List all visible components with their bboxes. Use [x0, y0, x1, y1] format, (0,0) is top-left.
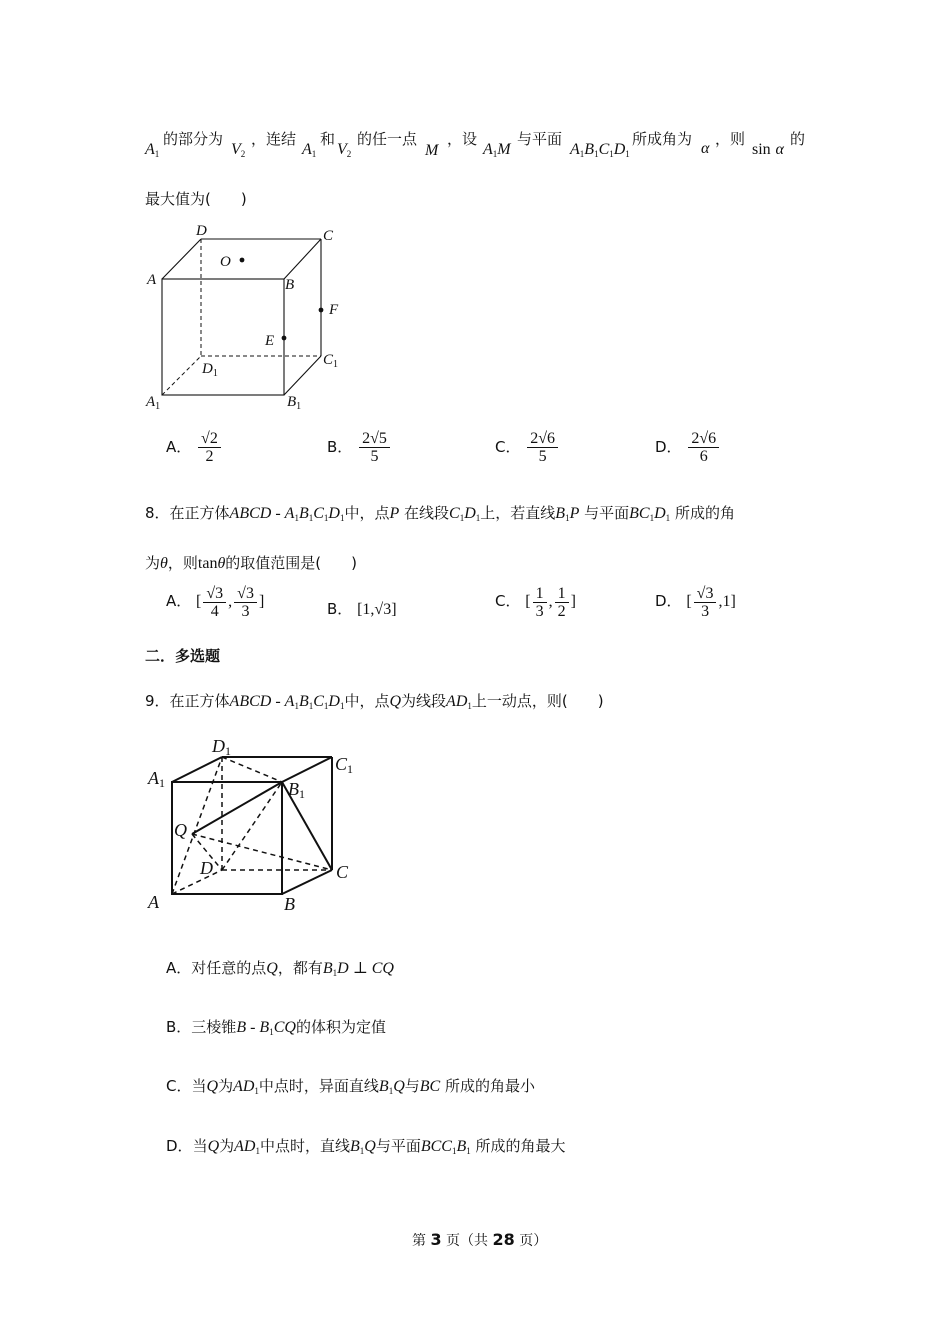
q7-label-o: O: [220, 254, 231, 270]
q7-sin-alpha: sin α: [752, 141, 784, 158]
q7-option-a-label: A．: [166, 438, 192, 456]
q7-v2-symbol-2: $V_2$: [337, 141, 352, 159]
q7-label-b: B: [285, 277, 295, 293]
q9-label-d: D: [200, 858, 213, 878]
q9-line-1: 9．在正方体ABCD - $A_1B_1C_1D_1$中，点Q为线段$AD_1$上一动点，则( ): [145, 692, 604, 711]
q9-option-b[interactable]: B．三棱锥B - $B_1CQ$的体积为定值: [166, 1018, 386, 1037]
q9-label-c: C: [336, 862, 349, 882]
q7-label-a: A: [147, 272, 157, 288]
q7-v2-symbol: $V_2$: [231, 141, 246, 159]
q7-a1-symbol-2: $A_1$: [302, 141, 317, 159]
q8-line-1: 8．在正方体ABCD - $A_1B_1C_1D_1$中，点P 在线段$C_1D_1$上，若直线$B_1P$ 与平面$BC_1D_1$ 所成的角: [145, 504, 735, 523]
q7-label-d1: $D_1$: [202, 361, 218, 379]
q7-option-b-frac: $\frac{2√5}{5}$: [359, 430, 390, 465]
q7-option-d[interactable]: [655, 430, 721, 465]
q7-a1-symbol: $A_1$: [145, 141, 160, 159]
q7-point-f: [319, 308, 324, 313]
q9-label-c1: C1: [335, 754, 354, 776]
q7-option-b-label: B．: [327, 438, 353, 456]
q8-option-d[interactable]: D． [ $\frac{√3}{3}$ ,1]: [655, 585, 736, 620]
q7-option-c-frac: $\frac{2√6}{5}$: [527, 430, 558, 465]
q7-label-e: E: [265, 333, 275, 349]
q9-label-b: B: [284, 894, 295, 914]
q7-alpha-symbol: α: [701, 140, 710, 157]
q7-label-a1: $A_1$: [146, 394, 161, 412]
q8-line-2: 为θ，则tanθ的取值范围是( ): [145, 554, 358, 572]
q8-option-d-expr: [ $\frac{√3}{3}$ ,1]: [686, 585, 736, 620]
section-title-multi-choice: 二．多选题: [145, 647, 221, 665]
q9-label-a: A: [148, 892, 159, 912]
page-total: 28: [492, 1230, 515, 1249]
q8-option-b[interactable]: B． [1,√3]: [327, 600, 397, 618]
q7-point-e: [282, 336, 287, 341]
q7-cube-figure: [140, 218, 350, 413]
q7-label-f: F: [329, 302, 339, 318]
q7-option-c-label: C．: [495, 438, 521, 456]
q9-label-q: Q: [174, 820, 187, 840]
q8-option-c[interactable]: C． [ $\frac{1}{3}$ , $\frac{1}{2}$ ]: [495, 585, 576, 620]
q7-option-b[interactable]: [327, 430, 392, 465]
page-footer: 第 3 页（共 28 页）: [412, 1230, 548, 1249]
q9-option-d[interactable]: D．当Q为$AD_1$中点时，直线$B_1Q$与平面$BCC_1B_1$ 所成的角最大: [166, 1137, 566, 1156]
q7-point-o: [240, 258, 245, 263]
page-number: 3: [430, 1230, 442, 1249]
q7-plane-symbol: $A_1B_1C_1D_1$: [570, 141, 630, 159]
q7-text-8: ，则: [715, 130, 746, 148]
q7-option-a-frac: $\frac{√2}{2}$: [198, 430, 221, 465]
q8-option-c-expr: [ $\frac{1}{3}$ , $\frac{1}{2}$ ]: [525, 585, 576, 620]
q7-label-b1: $B_1$: [287, 394, 302, 412]
q7-text-7: 所成角为: [632, 130, 693, 148]
q8-option-b-expr: [1,√3]: [357, 601, 397, 618]
q7-text-3: 和: [320, 130, 336, 148]
q7-text-6: 与平面: [517, 130, 563, 148]
q9-label-b1: B1: [288, 779, 305, 801]
q7-text-1: 的部分为: [163, 130, 224, 148]
q7-text-5: ，设: [447, 130, 478, 148]
q7-label-d: D: [196, 223, 207, 239]
q8-option-a-expr: [ $\frac{√3}{4}$ , $\frac{√3}{3}$ ]: [196, 585, 265, 620]
q7-label-c: C: [323, 228, 334, 244]
q9-label-d1: D1: [212, 736, 231, 758]
q9-label-a1: A1: [148, 768, 165, 790]
q9-cube-figure: [140, 730, 365, 920]
q7-text-4: 的任一点: [357, 130, 418, 148]
q7-option-d-label: D．: [655, 438, 682, 456]
q7-m-symbol: M: [425, 142, 439, 159]
q7-question-end: 最大值为( ): [145, 190, 247, 208]
q7-label-c1: $C_1$: [323, 352, 339, 370]
q9-option-a[interactable]: A．对任意的点Q，都有$B_1D$ ⊥ CQ: [166, 959, 394, 978]
q8-option-a[interactable]: A． [ $\frac{√3}{4}$ , $\frac{√3}{3}$ ]: [166, 585, 265, 620]
q7-option-a[interactable]: [166, 430, 223, 465]
q7-option-c[interactable]: [495, 430, 560, 465]
q7-option-d-frac: $\frac{2√6}{6}$: [688, 430, 719, 465]
q9-option-c[interactable]: C．当Q为$AD_1$中点时，异面直线$B_1Q$与BC 所成的角最小: [166, 1077, 536, 1096]
q9-cube-front-face: [172, 782, 282, 894]
q7-a1m-symbol: $A_1M$: [483, 141, 511, 159]
q7-text-2: ，连结: [251, 130, 297, 148]
q7-text-9: 的: [790, 130, 806, 148]
